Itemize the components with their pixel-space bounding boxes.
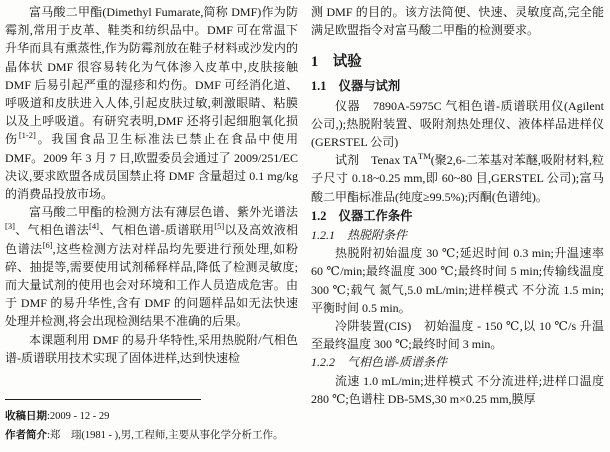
received-date-value: :2009 - 12 - 29 <box>47 411 110 422</box>
right-column <box>311 3 604 447</box>
research-aim-paragraph: 本课题利用 DMF 的易升华特性,采用热脱附/气相色谱-质谱联用技术实现了固体进样,达到快速检 <box>5 332 298 365</box>
thermal-desorption-paragraph: 热脱附初始温度 30 ℃;延迟时间 0.3 min;升温速率 60 ℃/min;最终温度 300 ℃;最终时间 5 min;传输线温度 300 ℃;载气 氮气,5.0 mL/min;进样模式 不分流 1.5 min;平衡时间 0.5 min。 <box>311 246 604 315</box>
footnote-block <box>5 399 298 445</box>
subsubsection-heading-gcms-conditions: 1.2.2 气相色谱-质谱条件 <box>311 355 447 370</box>
footnote-received-date <box>5 407 298 426</box>
instruments-paragraph: 仪器 7890A-5975C 气相色谱-质谱联用仪(Agilent 公司,);热脱附装置、吸附剂热处理仪、液体样品进样仪(GERSTEL 公司) <box>311 98 604 150</box>
two-column-layout <box>5 3 604 447</box>
subsection-heading-working-conditions: 1.2 仪器工作条件 <box>311 208 413 223</box>
continued-paragraph: 测 DMF 的目的。该方法简便、快速、灵敏度高,完全能满足欧盟指令对富马酸二甲酯的检测要求。 <box>311 5 604 38</box>
footnote-author-bio <box>5 426 298 445</box>
detection-methods-paragraph: 富马酸二甲酯的检测方法有薄层色谱、紫外光谱法[3]、气相色谱法[4]、气相色谱-质谱联用[5]以及高效液相色谱法[6],这些检测方法对样品均先要进行预处理,如粉碎、抽提等,需要使用试剂稀释样品,降低了检测灵敏度;而大量试剂的使用也会对环境和工作人员造成危害。由于 DMF 的易升华性,含有 DMF 的问题样品如无法快速处理并检测,将会出现检测结果不准确的后果。 <box>5 205 298 329</box>
author-bio-value: :郑 珝(1981 - ),男,工程师,主要从事化学分析工作。 <box>47 430 284 441</box>
cold-trap-paragraph: 冷阱装置(CIS) 初始温度 - 150 ℃,以 10 ℃/s 升温至最终温度 300 ℃;最终时间 3 min。 <box>311 319 604 352</box>
gcms-conditions-paragraph: 流速 1.0 mL/min;进样模式 不分流进样;进样口温度 280 ℃;色谱柱 DB-5MS,30 m×0.25 mm,膜厚 <box>311 373 604 406</box>
reagents-paragraph: 试剂 Tenax TA™(聚2,6-二苯基对苯醚,吸附材料,粒子尺寸 0.18~0.25 mm,即 60~80 目,GERSTEL 公司);富马酸二甲酯标准品(纯度≥99.5%);丙酮(色谱纯)。 <box>311 151 604 204</box>
subsection-heading-instruments-reagents: 1.1 仪器与试剂 <box>311 79 401 94</box>
intro-paragraph: 富马酸二甲酯(Dimethyl Fumarate,简称 DMF)作为防霉剂,常用于皮革、鞋类和纺织品中。DMF 可在常温下升华而具有熏蒸性,作为防霉剂放在鞋子材料或沙发内的晶体状 DMF 很容易转化为气体渗入皮革中,皮肤接触 DMF 后易引起严重的湿疹和灼伤。DMF 可经消化道、呼吸道和皮肤进入人体,引起皮肤过敏,刺激眼睛、粘膜以及上呼吸道。有研究表明,DMF 还将引起细胞氧化损伤[1-2]。我国食品卫生标准法已禁止在食品中使用 DMF。2009 年 3 月 7 日,欧盟委员会通过了 2009/251/EC 决议,要求欧盟各成员国禁止将 DMF 含量超过 0.1 mg/kg 的消费品投放市场。 <box>5 5 298 202</box>
section-heading-experiment: 1 试验 <box>311 54 362 71</box>
footnote-rule <box>5 399 201 400</box>
received-date-label: 收稿日期 <box>5 411 47 422</box>
author-bio-label: 作者简介 <box>5 430 47 441</box>
subsubsection-heading-thermal-desorption: 1.2.1 热脱附条件 <box>311 228 408 243</box>
left-column <box>5 3 298 447</box>
